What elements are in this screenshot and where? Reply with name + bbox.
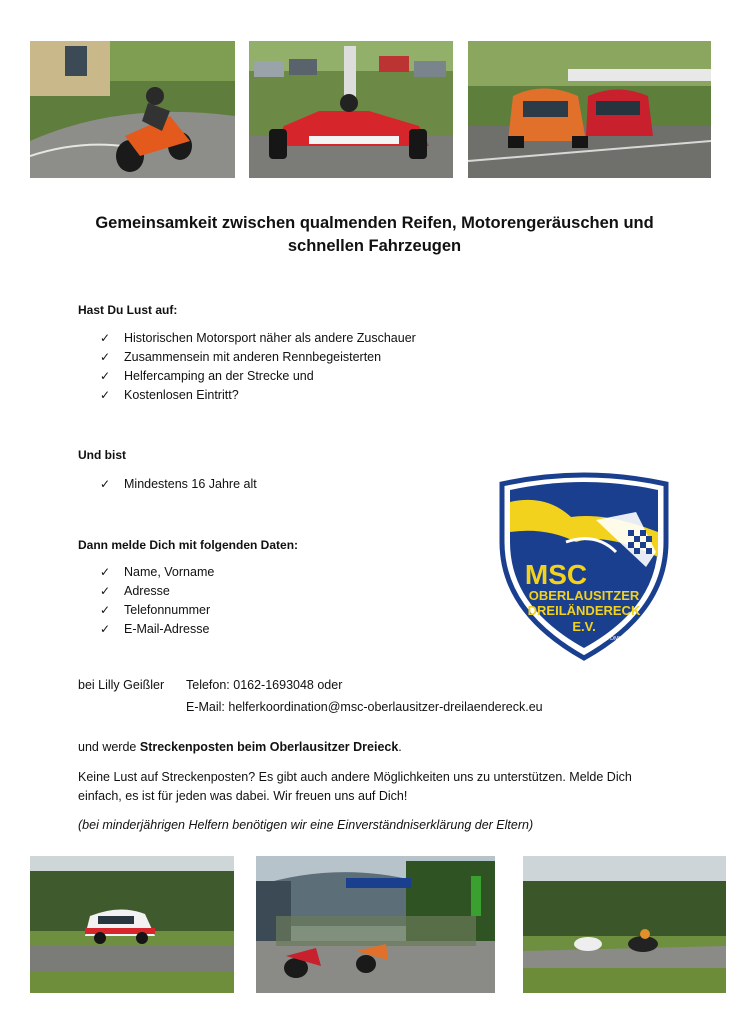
photo-touring-cars: [468, 41, 711, 178]
title-line-1: Gemeinsamkeit zwischen qualmenden Reifen, Motorengeräuschen und: [95, 214, 654, 232]
check-icon: ✓: [100, 603, 111, 617]
list-item: ✓ E-Mail-Adresse: [100, 620, 214, 639]
checklist-alter: [100, 475, 257, 494]
list-item: ✓ Zusammensein mit anderen Rennbegeisterten: [100, 348, 416, 367]
msc-logo: [496, 472, 672, 662]
closing-highlight: Streckenposten beim Oberlausitzer Dreieck: [139, 740, 399, 754]
list-item: ✓ Helfercamping an der Strecke und: [100, 367, 416, 386]
photo-formula-car: [249, 41, 453, 178]
photo-start-ziel: [256, 856, 495, 993]
list-item: ✓ Name, Vorname: [100, 563, 214, 582]
title-line-2: schnellen Fahrzeugen: [287, 237, 462, 255]
logo-msc-text: MSC: [524, 559, 588, 590]
photo-race-car-white: [30, 856, 234, 993]
section-heading-lust: Hast Du Lust auf:: [78, 303, 178, 317]
contact-email[interactable]: E-Mail: helferkoordination@msc-oberlausitzer-dreilaendereck.eu: [186, 700, 543, 714]
check-icon: ✓: [100, 584, 111, 598]
logo-dreilaendereck-text: DREILÄNDERECK: [527, 603, 641, 618]
photo-motorcycle: [30, 41, 235, 178]
check-icon: ✓: [100, 350, 111, 364]
list-item: ✓ Telefonnummer: [100, 601, 214, 620]
closing-line: und werde Streckenposten beim Oberlausitzer Dreieck.: [78, 740, 402, 754]
checklist-lust: [100, 329, 416, 405]
contact-phone: Telefon: 0162-1693048 oder: [186, 678, 343, 692]
check-icon: ✓: [100, 369, 111, 383]
contact-name: bei Lilly Geißler: [78, 678, 165, 692]
check-icon: ✓: [100, 331, 111, 345]
checklist-daten: [100, 563, 214, 639]
section-heading-und-bist: Und bist: [78, 448, 126, 462]
list-item: ✓ Kostenlosen Eintritt?: [100, 386, 416, 405]
logo-ev-text: E.V.: [572, 619, 596, 634]
check-icon: ✓: [100, 622, 111, 636]
page-title: [60, 212, 689, 258]
parental-consent-note: (bei minderjährigen Helfern benötigen wir eine Einverständniserklärung der Eltern): [78, 818, 534, 832]
check-icon: ✓: [100, 477, 111, 491]
support-paragraph: Keine Lust auf Streckenposten? Es gibt auch andere Möglichkeiten uns zu unterstützen. Melde Dich einfach, es ist für jeden was dabei. Wir freuen uns auf Dich!: [78, 770, 632, 803]
logo-dmv-text: im DMV e.V.: [602, 636, 634, 642]
photo-sidecar-race: [523, 856, 726, 993]
logo-oberlausitzer-text: OBERLAUSITZER: [528, 588, 640, 603]
check-icon: ✓: [100, 565, 111, 579]
check-icon: ✓: [100, 388, 111, 402]
list-item: ✓ Adresse: [100, 582, 214, 601]
list-item: ✓ Mindestens 16 Jahre alt: [100, 475, 257, 494]
list-item: ✓ Historischen Motorsport näher als andere Zuschauer: [100, 329, 416, 348]
section-heading-daten: Dann melde Dich mit folgenden Daten:: [78, 538, 299, 552]
